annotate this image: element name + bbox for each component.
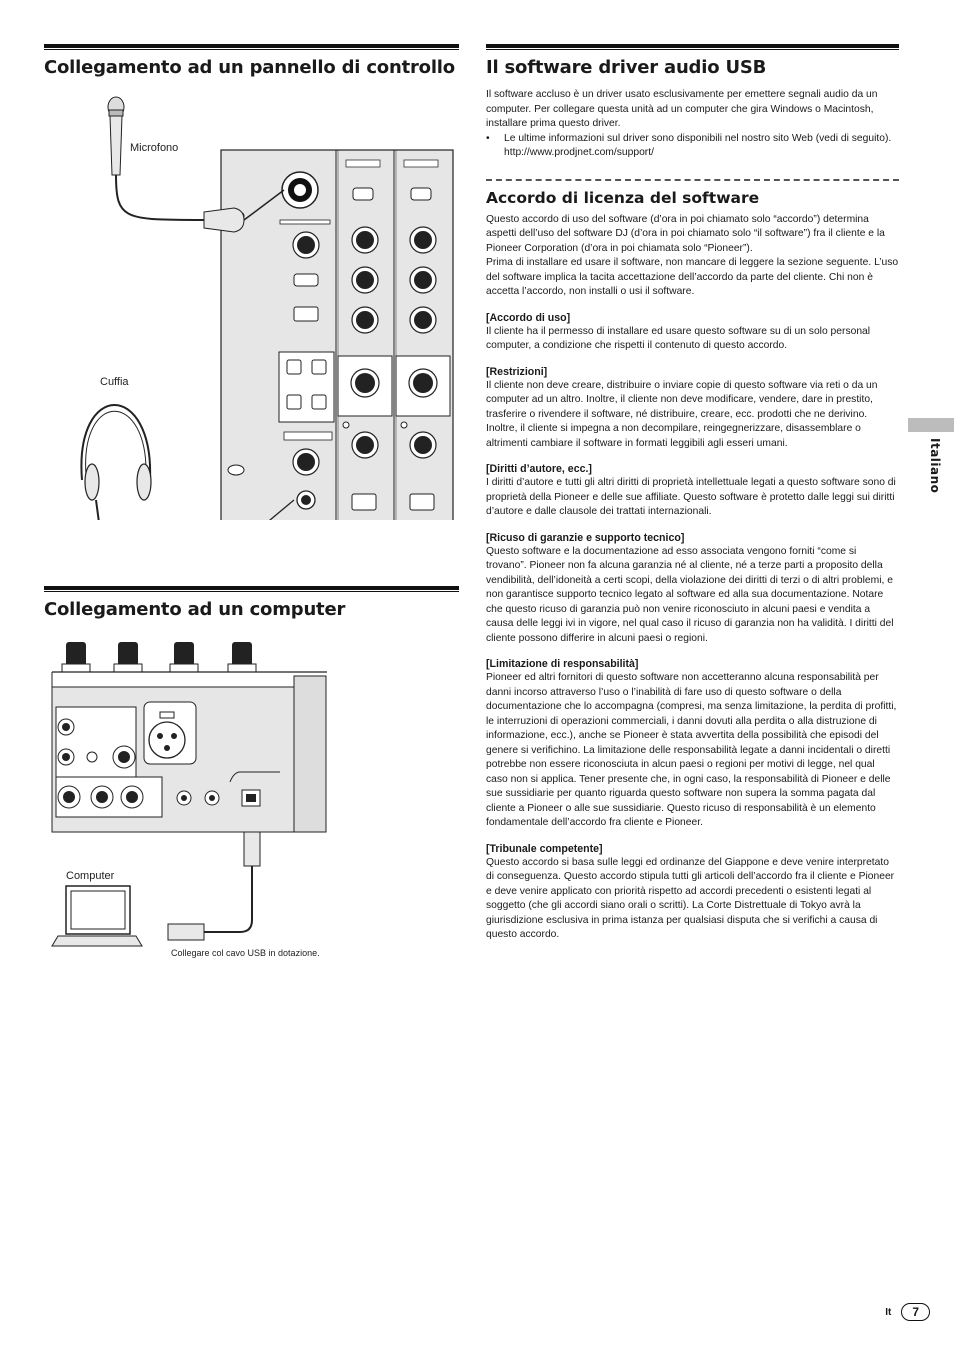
computer-label: Computer: [66, 870, 115, 882]
term-text: Il cliente non deve creare, distribuire o inviare copie di questo software via reti o da un computer ad un altro. Inoltre, il cliente non deve modificare, vendere, dare in prestito, trasferire o rivendere il software, né distribuire, creare, ecc. prodotti che ne derivino. Inoltre, il cliente si impegna a non decompilare, reingegnerizzare, disassemblare o altrimenti cambiare il software in formati leggibili agli esseri umani.: [486, 379, 878, 449]
section-title-license: Accordo di licenza del software: [486, 188, 760, 207]
term-text: Questo software e la documentazione ad esso associata vengono forniti “come si trovano”. Pioneer non fa alcuna garanzia né al cliente, né a terze parti a proposito della vendibilità, dell’idoneità a certi scopi, della violazione dei diritti di terzi o di altri problemi, e non garantisce supporto tecnico legato al software ed alla sua documentazione. Notare che questo ricuso di garanzia può non venire riconosciuto in alcuni paesi e vendita a causa delle leggi ivi in vigore, nel qual caso il ricuso di garanzia non ha validità. I diritti del cliente possono differire in alcuni paesi o regioni.: [486, 545, 894, 644]
microphone-label: Microfono: [130, 142, 179, 154]
term-heading: [Ricuso di garanzie e supporto tecnico]: [486, 531, 685, 544]
term-heading: [Tribunale competente]: [486, 842, 603, 855]
usb-cable-caption: Collegare col cavo USB in dotazione.: [171, 948, 320, 958]
page-number: 7: [901, 1303, 930, 1321]
headphones-label: Cuffia: [100, 376, 129, 388]
bullet-marker: •: [486, 132, 490, 144]
license-intro-2: Prima di installare ed usare il software, non mancare di leggere la sezione seguente. L’uso del software implica la tacita accettazione dell’accordo da parte del cliente. Chi non è accetta l’accordo, non installi o usi il software.: [486, 257, 899, 297]
term-text: I diritti d’autore e tutti gli altri diritti di proprietà intellettuale legati a questo software sono di proprietà della Pioneer e delle sue affiliate. Questo software è protetto dalle leggi sui diritti d’autore e dalle clausole dei trattati internazionali.: [486, 477, 896, 517]
usb-driver-intro: Il software accluso è un driver usato esclusivamente per emettere segnali audio da un computer. Per collegare questa unità ad un computer che gira Windows o Macintosh, installare prima questo driver.: [486, 89, 878, 129]
section-rule: [44, 44, 459, 50]
control-panel-diagram: [44, 80, 459, 520]
section-title-control-panel: Collegamento ad un pannello di controllo: [44, 57, 455, 78]
term-heading: [Accordo di uso]: [486, 311, 571, 324]
license-intro: Questo accordo di uso del software (d’ora in poi chiamato solo “accordo”) determina aspetti dell’uso del software DJ (d’ora in poi chiamato solo “il software”) fra il cliente e la Pioneer Corporation (d’ora in poi chiamata solo “Pioneer”).: [486, 213, 885, 254]
page-footer: [885, 1303, 930, 1321]
term-heading: [Restrizioni]: [486, 365, 548, 378]
mixer-illustration: [44, 80, 459, 520]
term-text: Il cliente ha il permesso di installare ed usare questo software su di un solo personal computer, a condizione che rispetti il contenuto di questo accordo.: [486, 325, 871, 351]
term-text: Questo accordo si basa sulle leggi ed ordinanze del Giappone e deve venire interpretato di conseguenza. Questo accordo stipula tutti gli articoli dell’accordo fra il cliente e Pioneer e deve venire applicato con priorità rispetto ad accordi precedenti o esistenti legati al soggetto (che gli accordi siano orali o scritti). La Corte Distrettuale di Tokyo avrà la giurisdizione esclusiva in prima istanza per qualsiasi disputa che si verifichi a causa di questo accordo.: [486, 856, 895, 940]
support-url-link[interactable]: http://www.prodjnet.com/support/: [504, 147, 654, 158]
section-title-computer: Collegamento ad un computer: [44, 599, 346, 620]
driver-info-note: Le ultime informazioni sul driver sono disponibili nel nostro sito Web (vedi di seguito).: [504, 132, 892, 144]
list-item: [486, 132, 899, 147]
computer-connection-diagram: [44, 632, 459, 992]
term-text: Pioneer ed altri fornitori di questo software non accetteranno alcuna responsabilità per danni incorso attraverso l’uso o l’inabilità di fare uso di questo software o della documentazione che lo accompagna (compresi, ma senza limitazione, la perdita di profitti, le interruzioni di operazioni commerciali, i danni dovuti alla perdita o alla distruzione di informazione, ecc.), anche se Pioneer è stata avvertita della possibilità che episodi del genere si verifichino. La limitazione delle responsabilità legate a danni incidentali o diretti potrebbe non essere riconosciuta in alcun paesi o regioni per motivi di legge, nel qual caso non si applica. Tener presente che, in ogni caso, la responsabilità di Pioneer e delle sue sussidiarie per quanto riguarda questo software non supera la somma pagata dal cliente a Pioneer o alle sue sussidiarie. Questo ricuso di responsabilità è un elemento fondamentale dell’accordo fra cliente e Pioneer.: [486, 672, 897, 828]
laptop-icon: [52, 886, 142, 946]
language-code: It: [885, 1306, 892, 1318]
language-label: Italiano: [928, 438, 942, 494]
term-heading: [Limitazione di responsabilità]: [486, 658, 639, 670]
dashed-divider: [486, 179, 899, 181]
tab-marker: [908, 418, 954, 432]
language-side-tab: [908, 418, 954, 512]
section-rule: [44, 586, 459, 592]
section-title-usb-driver: Il software driver audio USB: [486, 57, 767, 78]
right-column: [486, 44, 899, 943]
section-rule: [486, 44, 899, 50]
left-column: [44, 44, 459, 992]
term-heading: [Diritti d’autore, ecc.]: [486, 463, 592, 475]
rear-panel-illustration: [44, 632, 459, 972]
